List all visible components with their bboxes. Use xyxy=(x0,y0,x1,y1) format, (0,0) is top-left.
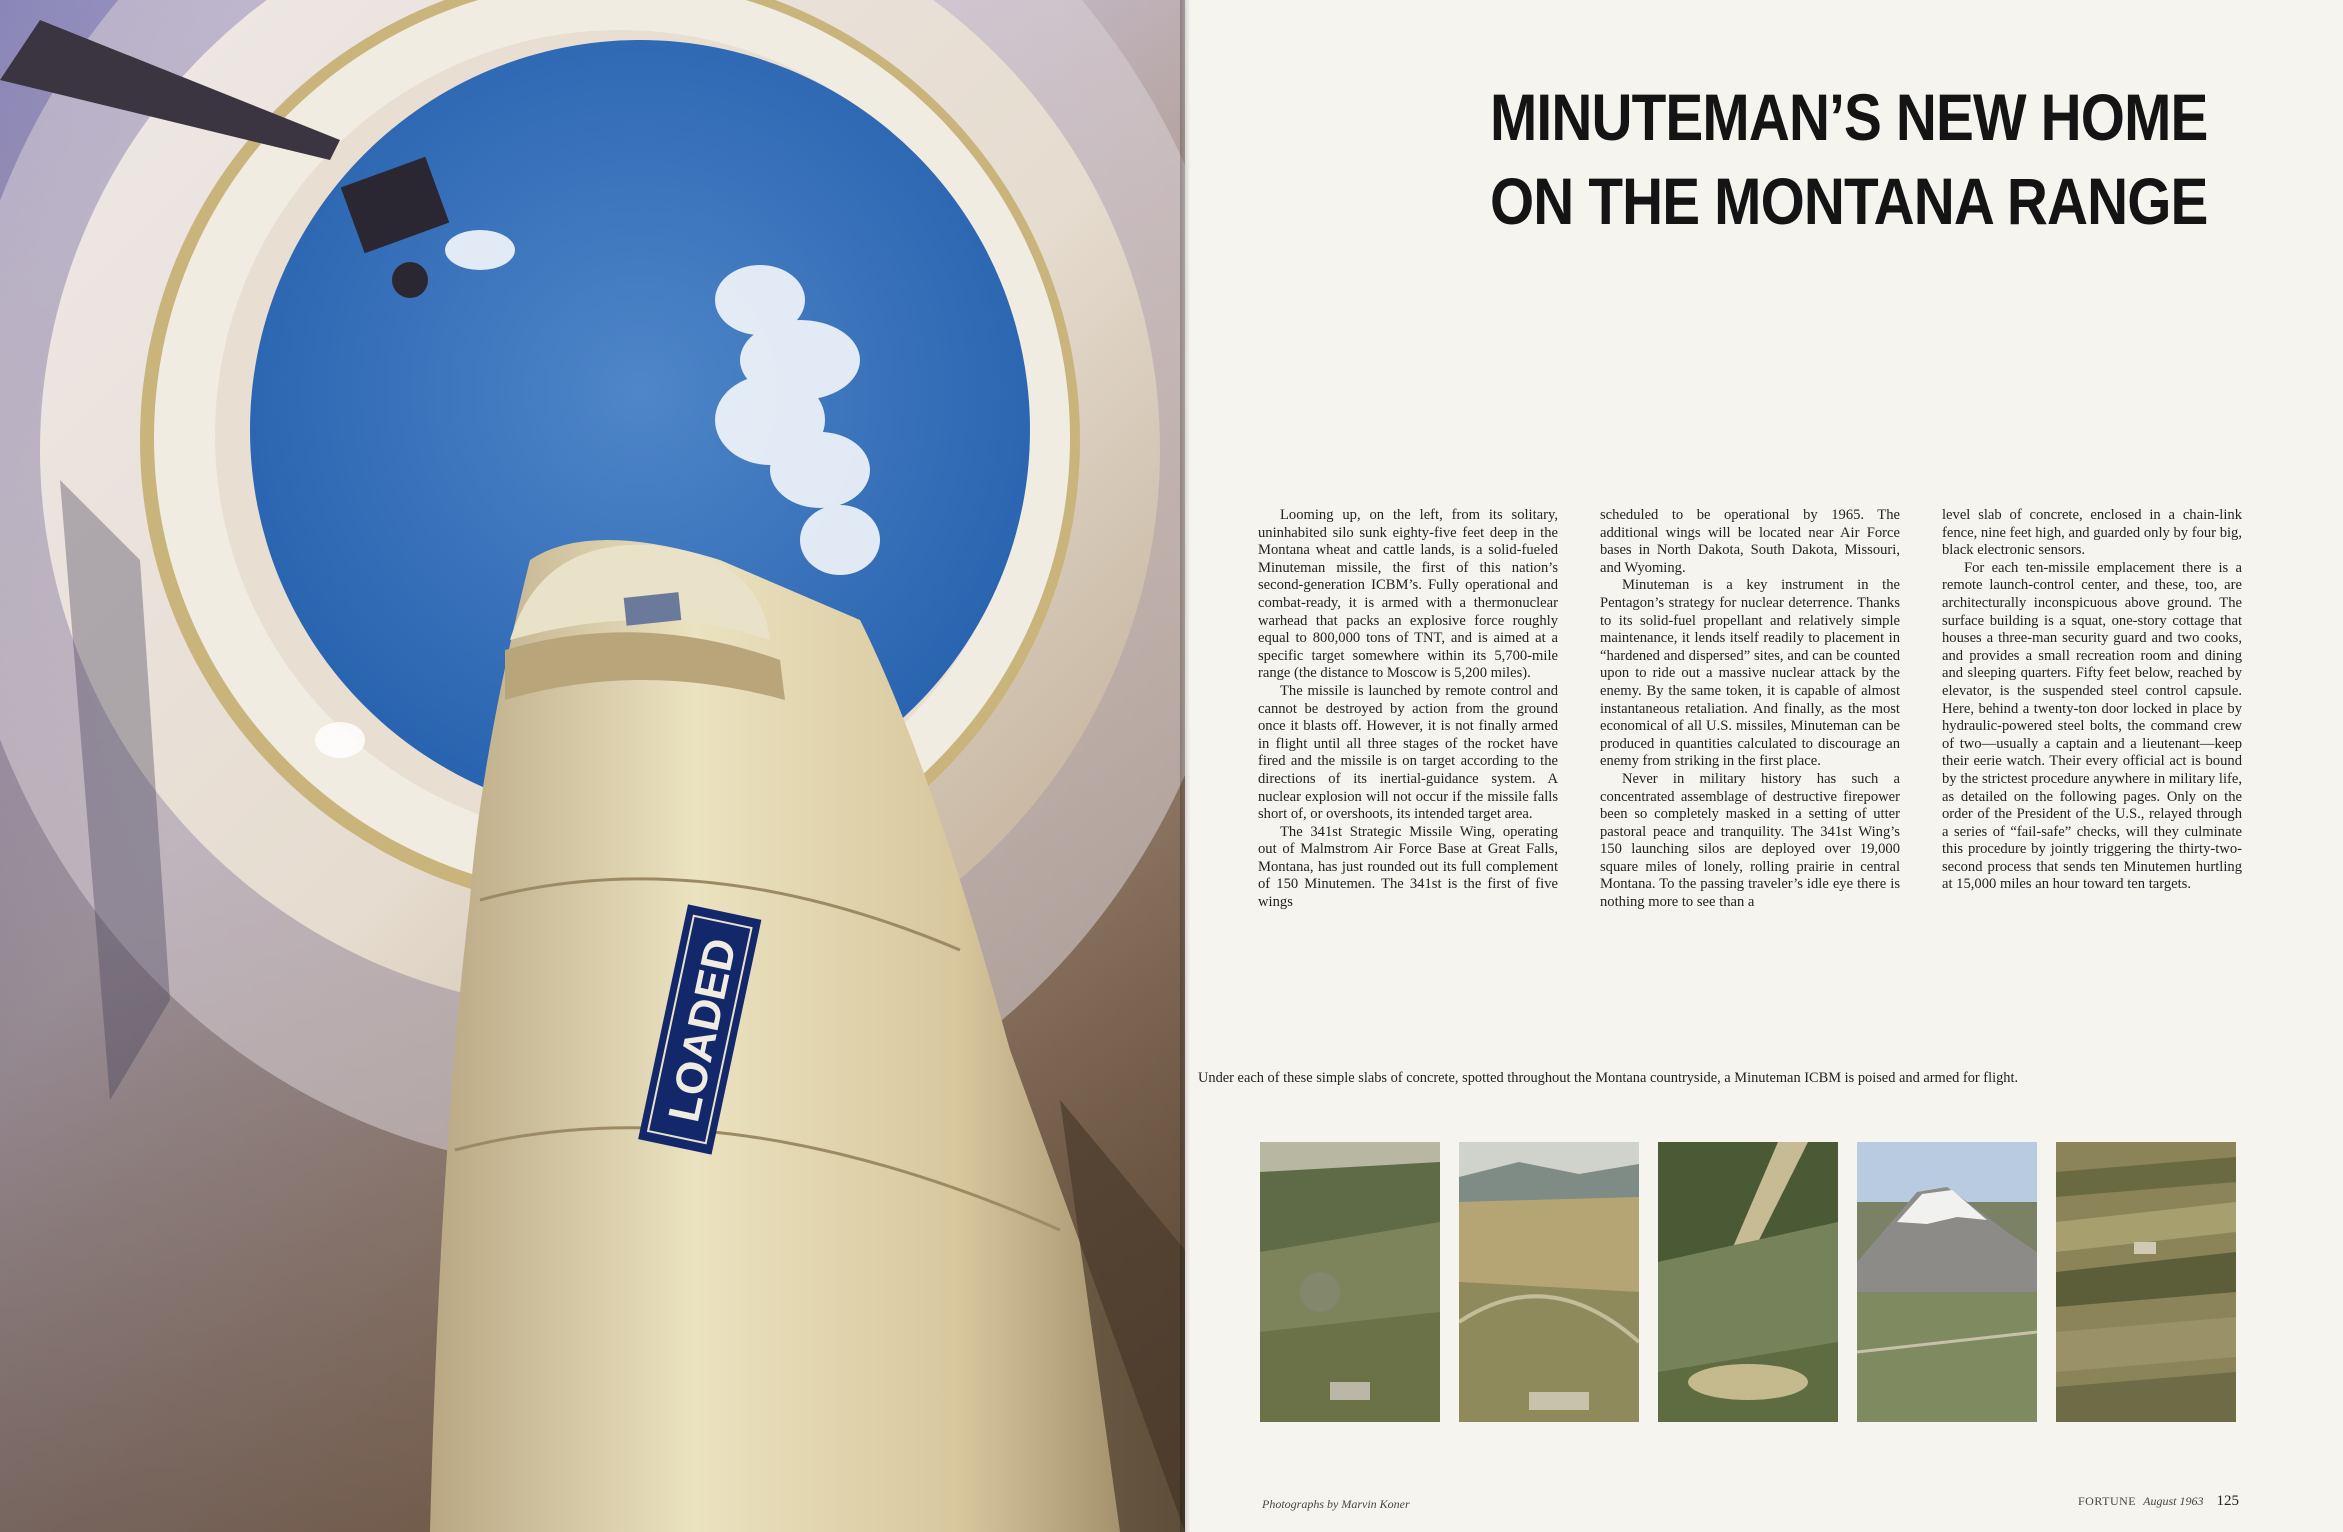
article-column-1 xyxy=(1258,507,1558,912)
article-column-2 xyxy=(1600,507,1900,912)
landscape-thumbnail xyxy=(1260,1142,1440,1422)
landscape-thumbnail xyxy=(1459,1142,1639,1422)
landscape-thumbnail xyxy=(2056,1142,2236,1422)
landscape-thumbnail xyxy=(1658,1142,1838,1422)
headline-line-2: ON THE MONTANA RANGE xyxy=(1490,164,2208,238)
issue-date: August 1963 xyxy=(2143,1494,2204,1508)
paragraph: Minuteman is a key instrument in the Pentagon’s strategy for nuclear deterrence. Thanks to its solid-fuel propellant and relatively simple maintenance, it lends itself readily to placement in “hardened and dispersed” sites, and can be counted upon to ride out a massive nuclear attack by the enemy. By the same token, it is capable of almost instantaneous retaliation. And finally, as the most economical of all U.S. missiles, Minuteman can be produced in quantities calculated to discourage an enemy from striking in the first place. xyxy=(1600,577,1900,770)
missile-label-text: LOADED xyxy=(659,934,746,1127)
photo-credit: Photographs by Marvin Koner xyxy=(1262,1497,1410,1511)
landscape-thumbnail xyxy=(1857,1142,2037,1422)
magazine-name: FORTUNE xyxy=(2078,1494,2137,1508)
paragraph: Never in military history has such a concentrated assemblage of destructive firepower been so completely masked in a setting of utter pastoral peace and tranquility. The 341st Wing’s 150 launching silos are deployed over 19,000 square miles of lonely, rolling prairie in central Montana. To the passing traveler’s idle eye there is nothing more to see than a xyxy=(1600,770,1900,911)
page-number: 125 xyxy=(2216,1493,2239,1509)
article-page xyxy=(1190,0,2343,1532)
page-gutter xyxy=(1180,0,1190,1532)
article-column-3 xyxy=(1942,507,2242,894)
page-footer xyxy=(2078,1493,2239,1510)
paragraph: level slab of concrete, enclosed in a chain-link fence, nine feet high, and guarded only by four big, black electronic sensors. xyxy=(1942,507,2242,559)
headline-line-1: MINUTEMAN’S NEW HOME xyxy=(1490,80,2208,154)
paragraph: Looming up, on the left, from its solitary, uninhabited silo sunk eighty-five feet deep in the Montana wheat and cattle lands, is a solid-fueled Minuteman missile, the first of this nation’s second-generation ICBM’s. Fully operational and combat-ready, it is armed with a thermonuclear warhead that packs an explosive force roughly equal to 800,000 tons of TNT, and is aimed at a specific target somewhere within its 5,700-mile range (the distance to Moscow is 5,200 miles). xyxy=(1258,507,1558,682)
paragraph: scheduled to be operational by 1965. The additional wings will be located near Air Force bases in North Dakota, South Dakota, Missouri, and Wyoming. xyxy=(1600,507,1900,576)
photo-caption: Under each of these simple slabs of concrete, spotted throughout the Montana countryside, a Minuteman ICBM is poised and armed for flight. xyxy=(1198,1070,2019,1086)
paragraph: For each ten-missile emplacement there is a remote launch-control center, and these, too, are architecturally inconspicuous above ground. The surface building is a squat, one-story cottage that houses a three-man security guard and two cooks, and provides a small recreation room and dining and sleeping quarters. Fifty feet below, reached by elevator, is the suspended steel control capsule. Here, behind a twenty-ton door locked in place by hydraulic-powered steel bolts, the command crew of two—usually a captain and a lieutenant—keep their eerie watch. Their every official act is bound by the strictest procedure anywhere in military life, as detailed on the following pages. Only on the order of the President of the U.S., relayed through a series of “fail-safe” checks, will they culminate this procedure by jointly triggering the thirty-two-second process that sends ten Minutemen hurtling at 15,000 miles an hour toward ten targets. xyxy=(1942,559,2242,893)
paragraph: The 341st Strategic Missile Wing, operating out of Malmstrom Air Force Base at Great Falls, Montana, has just rounded out its full complement of 150 Minutemen. The 341st is the first of five wings xyxy=(1258,823,1558,911)
paragraph: The missile is launched by remote control and cannot be destroyed by action from the ground once it blasts off. However, it is not finally armed in flight until all three stages of the rocket have fired and the missile is on target according to the directions of its inertial-guidance system. A nuclear explosion will not occur if the missile falls short of, or overshoots, its intended target area. xyxy=(1258,682,1558,823)
